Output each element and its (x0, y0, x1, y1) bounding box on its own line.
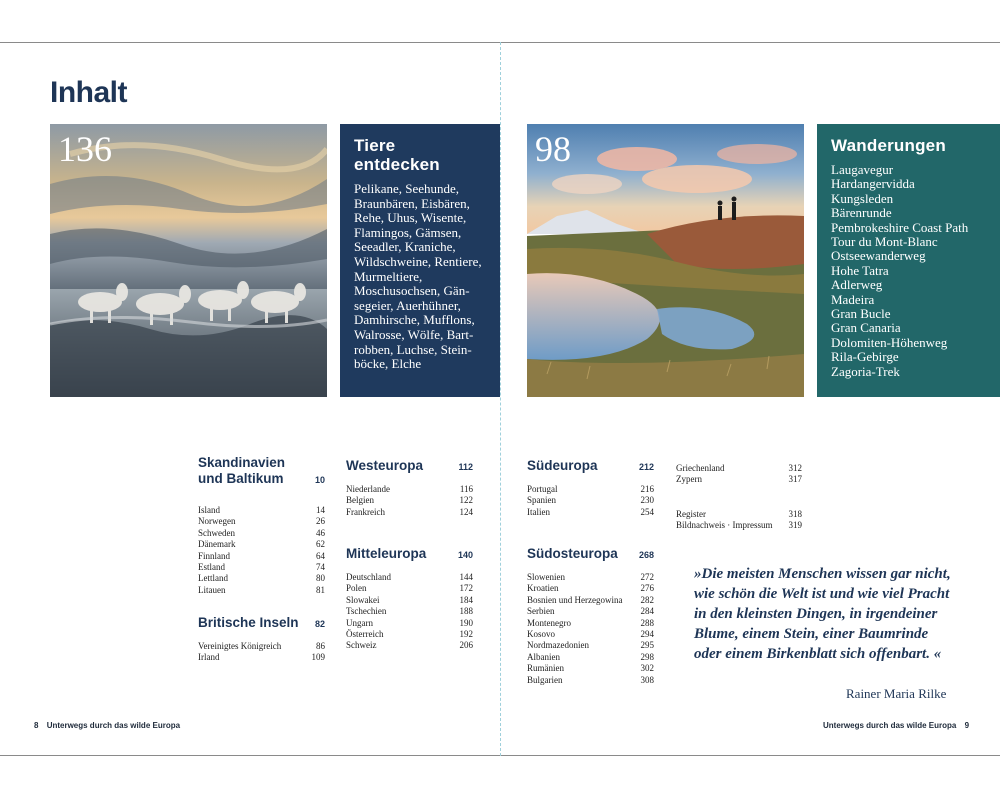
toc-entry-name: Lettland (198, 573, 228, 584)
toc-entry-name: Estland (198, 562, 225, 573)
toc-entry[interactable] (198, 516, 325, 527)
toc-entry-page: 109 (311, 652, 325, 663)
toc-entry-page: 282 (640, 594, 654, 605)
rilke-quote: »Die meisten Menschen wissen gar nicht, wie schön die Welt ist und wie viel Pracht in den kleinsten Dingen, in irgendeiner Blume, einem Stein, einer Baumrinde oder einem Birkenblatt sich offenbart. « (694, 566, 951, 662)
toc-entry[interactable] (346, 572, 473, 583)
toc-mitteleuropa (346, 546, 473, 652)
toc-entry-name: Tschechien (346, 606, 387, 617)
toc-entry-page: 295 (640, 640, 654, 651)
toc-entry[interactable] (527, 629, 654, 640)
toc-section-page: 268 (638, 550, 654, 560)
toc-entry-list (198, 505, 325, 596)
wanderung-item[interactable]: Hohe Tatra (831, 262, 889, 278)
toc-section-title[interactable]: Mitteleuropa (346, 546, 427, 561)
wanderung-item[interactable]: Pembrokeshire Coast Path (831, 219, 969, 235)
wanderung-item[interactable]: Laugavegur (831, 162, 894, 177)
toc-entry-name: Schweden (198, 527, 235, 538)
toc-suedosteuropa (527, 546, 654, 686)
toc-entry[interactable] (198, 652, 325, 663)
toc-entry-page: 284 (640, 606, 654, 617)
toc-entry-page: 276 (640, 583, 654, 594)
wanderung-item[interactable]: Zagoria-Trek (831, 363, 900, 379)
toc-entry-name: Nordmazedonien (527, 640, 589, 651)
toc-entry-page: 308 (640, 674, 654, 685)
toc-entry[interactable] (527, 606, 654, 617)
toc-entry[interactable] (527, 675, 654, 686)
toc-entry[interactable] (198, 505, 325, 516)
toc-entry-page: 64 (316, 550, 325, 561)
toc-entry[interactable] (198, 528, 325, 539)
toc-entry-name: Bosnien und Herzegowina (527, 594, 623, 605)
toc-entry[interactable] (346, 595, 473, 606)
toc-entry-name: Island (198, 505, 220, 515)
toc-entry-page: 190 (459, 617, 473, 628)
toc-entry[interactable] (676, 474, 802, 485)
toc-skandinavien (198, 455, 325, 596)
toc-entry-list (346, 572, 473, 652)
wanderungen-list (831, 163, 986, 379)
toc-entry-name: Bildnachweis · Impressum (676, 520, 773, 531)
toc-entry[interactable] (676, 520, 802, 531)
footer-left (34, 721, 180, 730)
toc-section-page: 112 (458, 462, 473, 472)
toc-entry[interactable] (346, 618, 473, 629)
toc-entry-page: 80 (316, 573, 325, 584)
toc-entry-page: 172 (459, 583, 473, 594)
wanderung-item[interactable]: Dolomiten-Höhenweg (831, 334, 948, 350)
toc-westeuropa (346, 458, 473, 518)
toc-entry-list (676, 509, 802, 532)
toc-entry[interactable] (198, 585, 325, 596)
toc-entry-name: Niederlande (346, 484, 390, 494)
toc-entry[interactable] (527, 640, 654, 651)
toc-entry-name: Bulgarien (527, 674, 563, 685)
toc-entry-name: Register (676, 509, 706, 519)
toc-entry[interactable] (346, 583, 473, 594)
toc-entry[interactable] (198, 539, 325, 550)
toc-entry-name: Österreich (346, 629, 384, 640)
toc-entry-name: Deutschland (346, 572, 391, 582)
toc-entry-page: 302 (640, 663, 654, 674)
toc-entry-name: Irland (198, 652, 220, 663)
toc-entry[interactable] (527, 663, 654, 674)
toc-entry-name: Finnland (198, 550, 231, 561)
tiere-page-number: 136 (58, 129, 112, 169)
toc-entry-list (527, 484, 654, 518)
wanderung-item[interactable]: Madeira (831, 291, 875, 307)
toc-entry-name: Montenegro (527, 617, 571, 628)
toc-entry-page: 122 (459, 495, 473, 506)
toc-entry-page: 318 (788, 509, 802, 519)
toc-entry-page: 46 (316, 527, 325, 538)
toc-entry[interactable] (198, 562, 325, 573)
toc-entry[interactable] (527, 507, 654, 518)
wanderung-item[interactable]: Gran Canaria (831, 320, 901, 336)
toc-entry-page: 116 (459, 484, 473, 494)
toc-entry-name: Serbien (527, 606, 555, 617)
toc-entry[interactable] (527, 595, 654, 606)
toc-entry[interactable] (346, 640, 473, 651)
toc-section-title[interactable]: Britische Inseln (198, 615, 299, 630)
toc-entry[interactable] (527, 572, 654, 583)
toc-entry-list (676, 463, 802, 486)
toc-entry[interactable] (346, 629, 473, 640)
page-gutter (500, 42, 501, 756)
toc-entry-name: Italien (527, 506, 550, 517)
wanderung-item[interactable]: Adlerweg (831, 277, 883, 293)
quote-author: Rainer Maria Rilke (846, 686, 947, 701)
toc-section-title[interactable]: Skandinavien und Baltikum (198, 455, 286, 486)
toc-entry-name: Spanien (527, 495, 556, 506)
toc-entry-name: Zypern (676, 474, 702, 485)
footer-right-title: Unterwegs durch das wilde Europa (823, 721, 957, 730)
toc-entry[interactable] (527, 484, 654, 495)
toc-entry-page: 312 (788, 463, 802, 473)
toc-entry-page: 294 (640, 629, 654, 640)
toc-entry-page: 319 (788, 520, 802, 531)
toc-entry-name: Albanien (527, 651, 560, 662)
toc-entry-name: Polen (346, 583, 367, 594)
toc-section-page: 10 (314, 475, 325, 485)
toc-entry-name: Ungarn (346, 617, 373, 628)
toc-entry-name: Griechenland (676, 463, 725, 473)
toc-anhang (676, 509, 802, 532)
toc-entry-page: 86 (316, 641, 325, 651)
toc-entry[interactable] (198, 573, 325, 584)
toc-entry[interactable] (527, 583, 654, 594)
toc-entry-page: 254 (640, 506, 654, 517)
toc-britische-inseln (198, 615, 325, 664)
toc-entry-name: Belgien (346, 495, 374, 506)
toc-entry[interactable] (527, 495, 654, 506)
toc-entry-name: Kroatien (527, 583, 559, 594)
toc-entry-page: 188 (459, 606, 473, 617)
toc-section-page: 140 (457, 550, 473, 560)
toc-entry-name: Portugal (527, 484, 558, 494)
wanderung-item[interactable]: Bärenrunde (831, 205, 892, 221)
wanderung-item[interactable]: Gran Bucle (831, 306, 891, 322)
tiere-title: Tiere entdecken (354, 136, 440, 174)
toc-suedeuropa (527, 458, 654, 518)
toc-section-page: 82 (314, 619, 325, 629)
toc-entry[interactable] (527, 618, 654, 629)
toc-entry-page: 298 (640, 651, 654, 662)
toc-griechenland (676, 463, 802, 486)
toc-entry[interactable] (346, 606, 473, 617)
toc-section-title[interactable]: Südosteuropa (527, 546, 618, 561)
toc-entry-page: 288 (640, 617, 654, 628)
toc-entry-page: 206 (459, 640, 473, 651)
toc-entry[interactable] (346, 495, 473, 506)
toc-entry-name: Dänemark (198, 539, 236, 550)
toc-entry-page: 26 (316, 516, 325, 527)
tiere-text: Pelikane, Seehunde, Braunbären, Eisbären, Rehe, Uhus, Wisente, Flamingos, Gämsen, Seeadler, Kraniche, Wildschweine, Rentiere, Murmeltiere, Moschusochsen, Gänsegeier, Auerhühner, Damhirsche, Mufflons, Walrosse, Wölfe, Bartrobben, Luchse, Steinböcke, Elche (354, 181, 482, 372)
toc-entry-name: Slowakei (346, 594, 380, 605)
wanderung-item[interactable]: Kungsleden (831, 190, 894, 206)
toc-entry[interactable] (198, 641, 325, 652)
footer-right-page: 9 (964, 721, 970, 730)
toc-entry-page: 14 (316, 505, 325, 515)
toc-entry-name: Litauen (198, 584, 226, 595)
toc-entry[interactable] (346, 484, 473, 495)
toc-entry-list (198, 641, 325, 664)
toc-section-title[interactable]: Westeuropa (346, 458, 424, 473)
wanderung-item[interactable]: Rila-Gebirge (831, 349, 899, 365)
wanderung-item[interactable]: Tour du Mont-Blanc (831, 234, 938, 250)
toc-entry-name: Schweiz (346, 640, 377, 651)
toc-entry-page: 192 (459, 629, 473, 640)
wanderungen-feature-box (817, 124, 1000, 397)
toc-entry-page: 216 (640, 484, 654, 494)
wanderungen-page-number: 98 (535, 129, 571, 169)
toc-entry-page: 184 (459, 594, 473, 605)
toc-entry[interactable] (676, 509, 802, 520)
footer-left-page: 8 (34, 721, 39, 730)
toc-entry-name: Rumänien (527, 663, 564, 674)
toc-entry-list (527, 572, 654, 686)
wanderungen-title: Wanderungen (831, 136, 946, 155)
toc-entry[interactable] (198, 551, 325, 562)
toc-section-title[interactable]: Südeuropa (527, 458, 598, 473)
toc-entry-name: Vereinigtes Königreich (198, 641, 282, 651)
toc-entry-page: 81 (316, 584, 325, 595)
toc-entry-name: Frankreich (346, 506, 385, 517)
wanderung-item[interactable]: Hardangervidda (831, 176, 915, 192)
toc-entry-name: Slowenien (527, 572, 565, 582)
wanderung-item[interactable]: Ostseewanderweg (831, 248, 926, 264)
footer-right (823, 721, 969, 730)
toc-entry[interactable] (527, 652, 654, 663)
hikers-photo (527, 124, 804, 397)
footer-left-title: Unterwegs durch das wilde Europa (46, 721, 181, 730)
toc-entry-page: 124 (459, 506, 473, 517)
toc-entry[interactable] (676, 463, 802, 474)
toc-entry-page: 317 (788, 474, 802, 485)
tiere-feature-box (340, 124, 500, 397)
horses-photo (50, 124, 327, 397)
page-title: Inhalt (50, 76, 127, 109)
toc-entry[interactable] (346, 507, 473, 518)
toc-entry-page: 74 (316, 562, 325, 573)
toc-entry-page: 62 (316, 539, 325, 550)
toc-entry-page: 230 (640, 495, 654, 506)
toc-entry-page: 272 (640, 572, 654, 582)
toc-entry-name: Norwegen (198, 516, 236, 527)
toc-entry-page: 144 (459, 572, 473, 582)
toc-entry-list (346, 484, 473, 518)
toc-entry-name: Kosovo (527, 629, 556, 640)
toc-section-page: 212 (638, 462, 654, 472)
